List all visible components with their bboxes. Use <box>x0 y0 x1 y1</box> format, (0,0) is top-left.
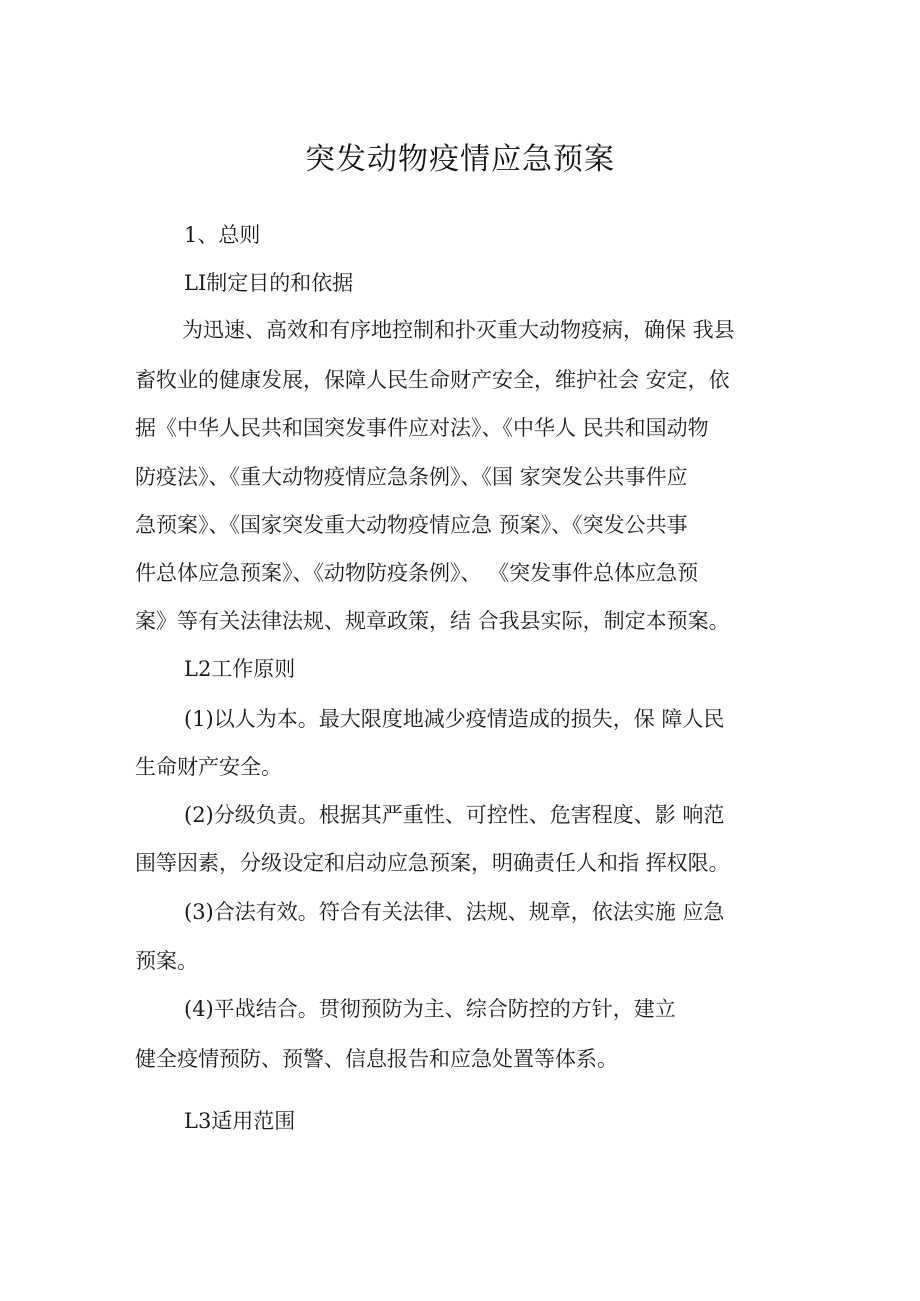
paragraph-line: 健全疫情预防、预警、信息报告和应急处置等体系。 <box>135 1047 618 1071</box>
paragraph-line: 围等因素，分级设定和启动应急预案，明确责任人和指 挥权限。 <box>135 851 730 875</box>
paragraph-line: 据《中华人民共和国突发事件应对法》、《中华人 民共和国动物 <box>135 416 709 440</box>
principle-item: (2)分级负责。根据其严重性、可控性、危害程度、影 响范 <box>184 803 725 827</box>
paragraph-line: 防疫法》、《重大动物疫情应急条例》、《国 家突发公共事件应 <box>135 465 688 489</box>
paragraph-line: 生命财产安全。 <box>135 755 282 779</box>
paragraph-line: 预案。 <box>135 949 198 973</box>
document-title: 突发动物疫情应急预案 <box>305 142 615 177</box>
paragraph-line: 为迅速、高效和有序地控制和扑灭重大动物疫病，确保 我县 <box>182 318 735 342</box>
principle-item: (1)以人为本。最大限度地减少疫情造成的损失，保 障人民 <box>184 707 725 731</box>
paragraph-line: 案》等有关法律法规、规章政策，结 合我县实际，制定本预案。 <box>135 609 730 633</box>
principle-item: (3)合法有效。符合有关法律、法规、规章，依法实施 应急 <box>184 900 725 924</box>
subsection-heading-scope: L3适用范围 <box>184 1109 296 1133</box>
paragraph-line: 畜牧业的健康发展，保障人民生命财产安全，维护社会 安定，依 <box>135 368 730 392</box>
section-heading-general: 1、总则 <box>184 223 261 247</box>
subsection-heading-principles: L2工作原则 <box>184 657 296 681</box>
principle-item: (4)平战结合。贯彻预防为主、综合防控的方针，建立 <box>184 997 676 1021</box>
subsection-heading-purpose: LI制定目的和依据 <box>184 271 354 295</box>
paragraph-line: 件总体应急预案》、《动物防疫条例》、 《突发事件总体应急预 <box>135 561 699 585</box>
paragraph-line: 急预案》、《国家突发重大动物疫情应急 预案》、《突发公共事 <box>135 513 688 537</box>
